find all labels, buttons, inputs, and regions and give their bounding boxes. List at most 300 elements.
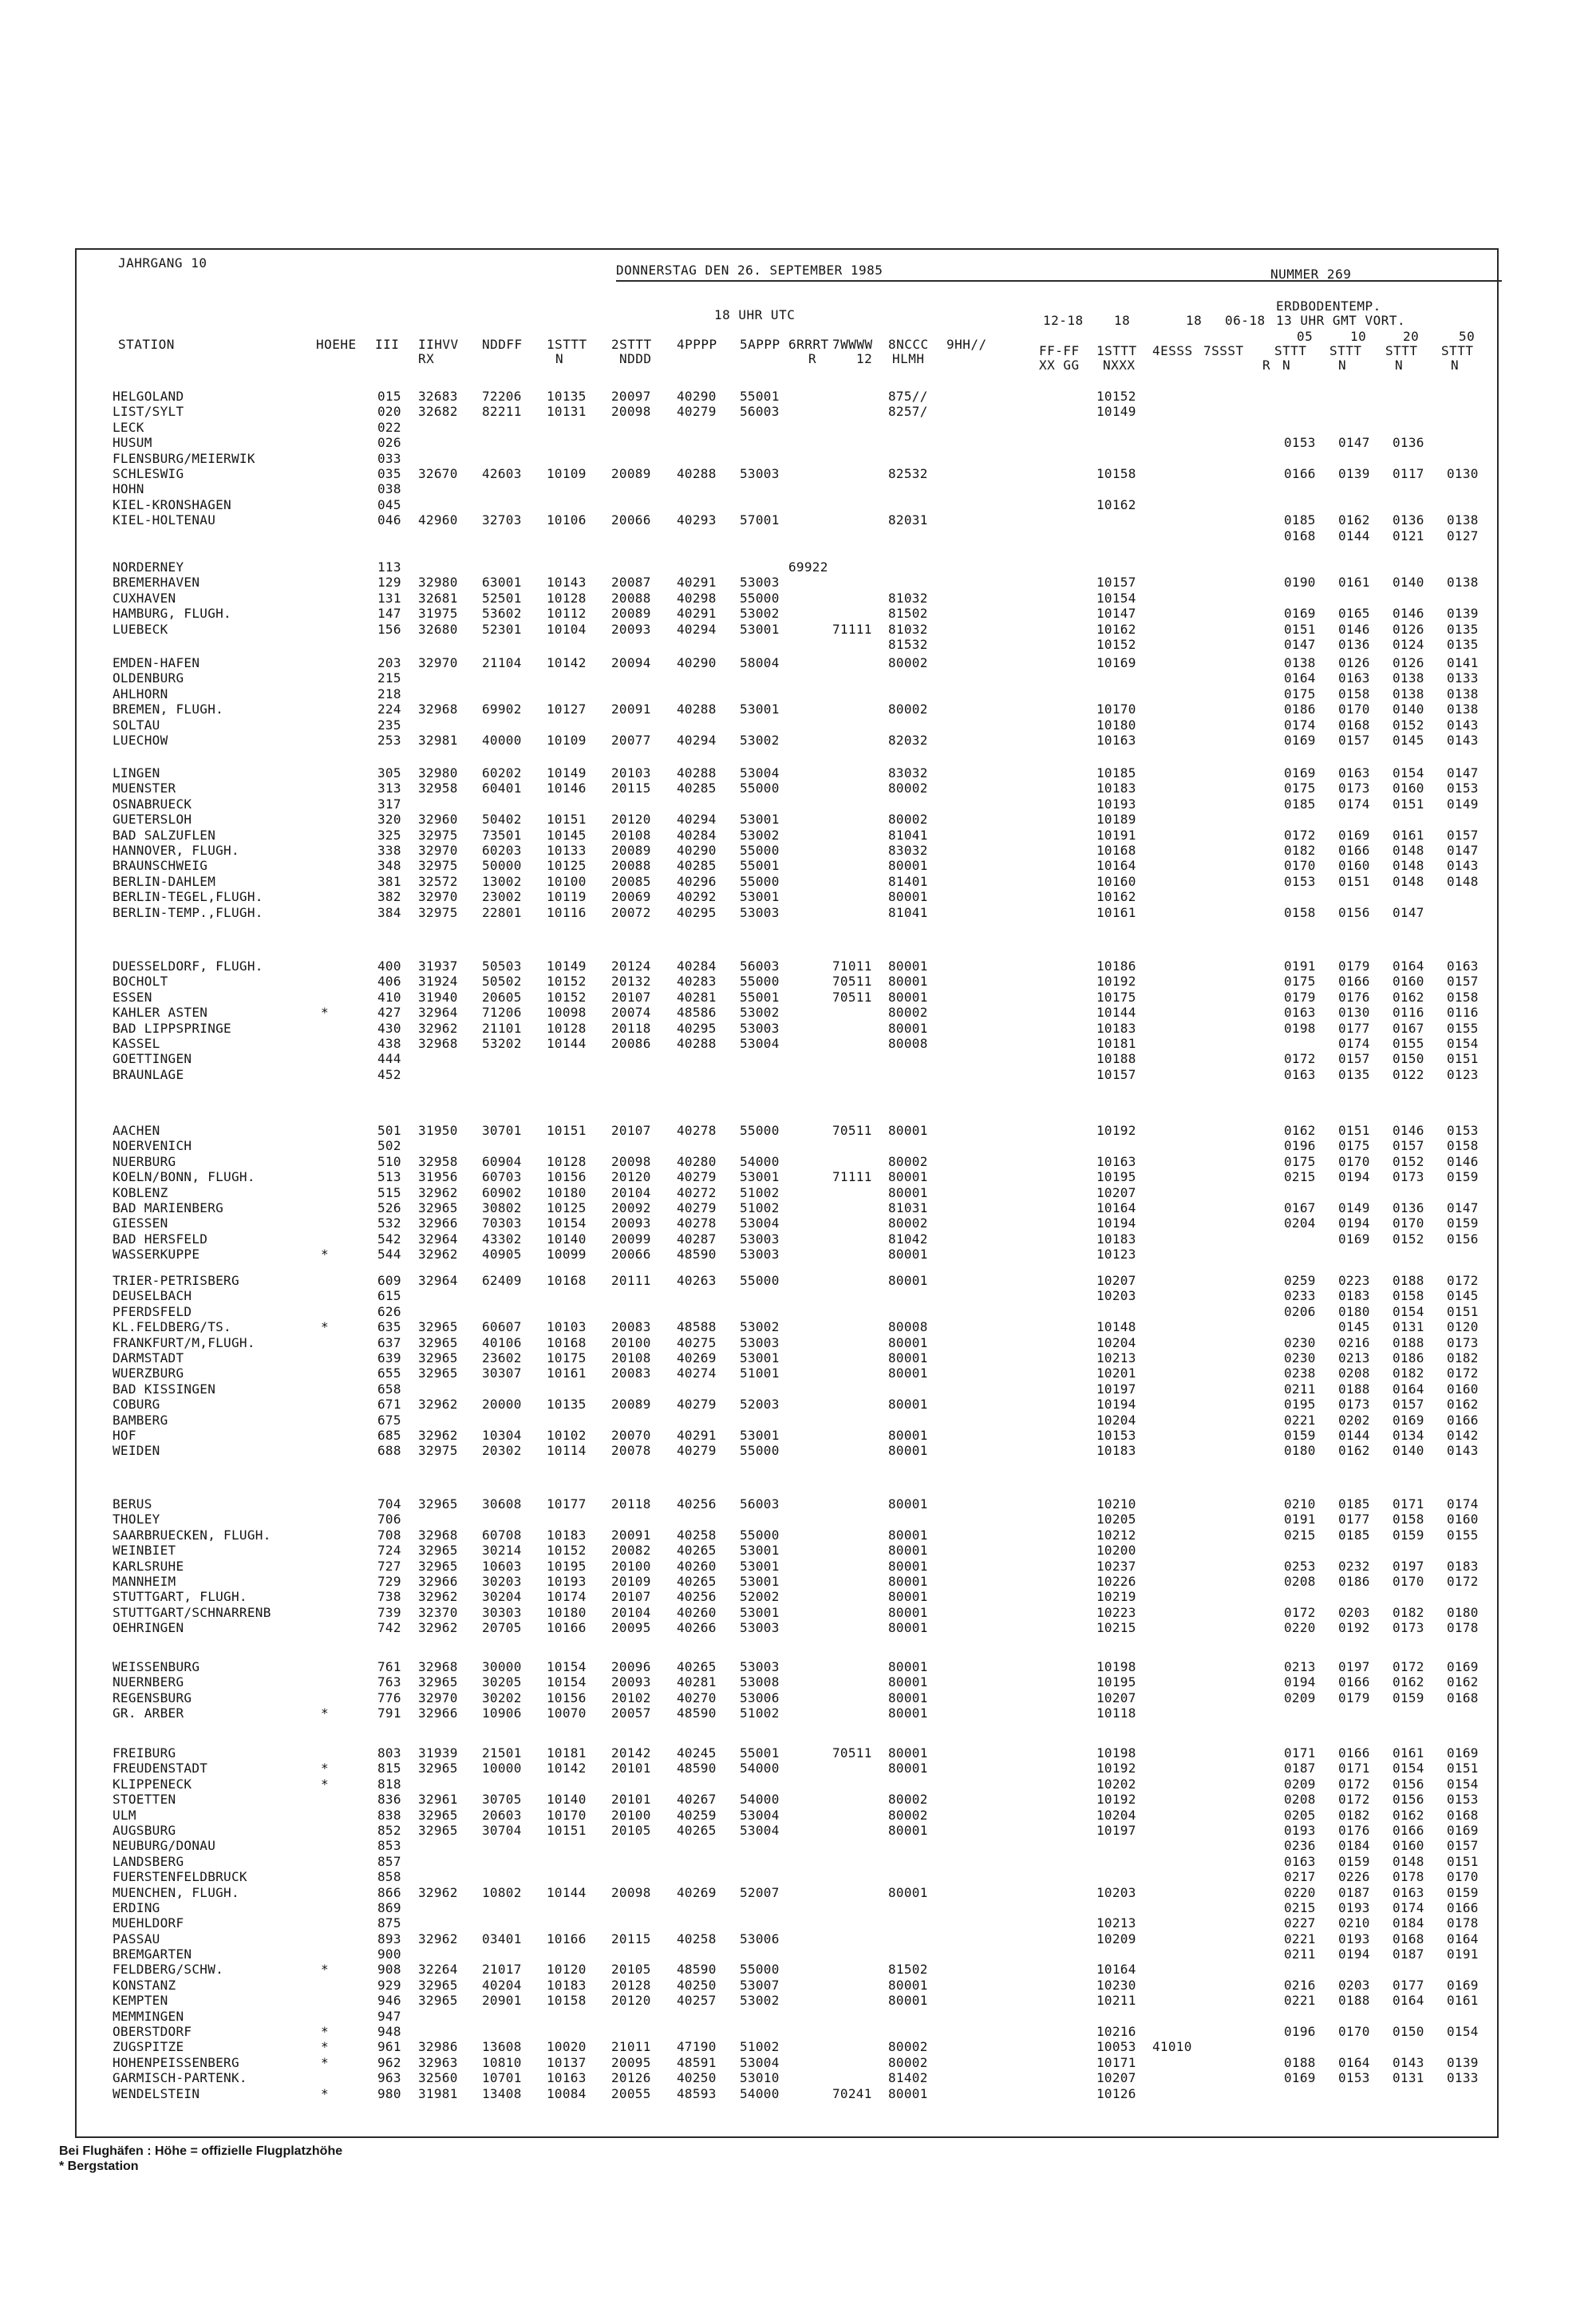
cell-s1: 10151 [547, 812, 587, 828]
cell-a5: 53001 [740, 1558, 780, 1574]
soil-temp-cell: 0143 [1447, 717, 1479, 733]
cell-nd: 72206 [482, 389, 522, 404]
cell-c1218: 10223 [1096, 1604, 1136, 1620]
cell-iih: 31924 [418, 974, 458, 990]
cell-iii: 513 [377, 1169, 401, 1185]
soil-temp-cell: 0175 [1284, 974, 1316, 990]
cell-p4: 40291 [677, 606, 717, 622]
cell-iii: 791 [377, 1705, 401, 1721]
soil-temp-cell: 0146 [1338, 621, 1370, 637]
soil-sttt-1: STTT [1274, 343, 1307, 358]
cell-a5: 56003 [740, 1496, 780, 1512]
soil-temp-cell: 0206 [1284, 1303, 1316, 1319]
cell-n8: 80001 [888, 1350, 928, 1365]
soil-temp-cell: 0221 [1284, 1412, 1316, 1428]
issue-number: NUMMER 269 [1270, 267, 1352, 282]
cell-p4: 48593 [677, 2085, 717, 2101]
cell-iii: 129 [377, 575, 401, 591]
cell-p4: 48588 [677, 1319, 717, 1335]
cell-iih: 32370 [418, 1604, 458, 1620]
cell-n8: 80001 [888, 1247, 928, 1263]
cell-n8: 82032 [888, 732, 928, 748]
cell-nd: 30701 [482, 1123, 522, 1138]
col-18b: 18 [1186, 313, 1203, 328]
cell-s1: 10152 [547, 989, 587, 1005]
soil-temp-cell: 0178 [1447, 1620, 1479, 1636]
cell-iii: 609 [377, 1273, 401, 1288]
cell-a5: 53001 [740, 1543, 780, 1559]
cell-p4: 40265 [677, 1543, 717, 1559]
cell-iii: 381 [377, 873, 401, 889]
cell-iii: 658 [377, 1381, 401, 1397]
cell-n8: 80001 [888, 1977, 928, 1993]
soil-temp-cell: 0164 [1284, 670, 1316, 686]
cell-iih: 32966 [418, 1215, 458, 1231]
cell-iih: 32960 [418, 812, 458, 828]
cell-iih: 32964 [418, 1273, 458, 1288]
cell-iih: 32962 [418, 1184, 458, 1200]
cell-n8: 80002 [888, 1005, 928, 1021]
cell-iii: 708 [377, 1527, 401, 1543]
soil-temp-cell: 0153 [1338, 2070, 1370, 2086]
cell-s1: 10158 [547, 1993, 587, 2009]
cell-n8: 83032 [888, 842, 928, 858]
soil-temp-cell: 0159 [1393, 1690, 1424, 1705]
cell-iih: 32980 [418, 765, 458, 781]
cell-n8: 80001 [888, 1496, 928, 1512]
cell-iii: 852 [377, 1822, 401, 1838]
cell-a5: 55000 [740, 590, 780, 606]
soil-temp-cell: 0143 [1447, 732, 1479, 748]
cell-iii: 218 [377, 686, 401, 701]
soil-temp-cell: 0158 [1284, 904, 1316, 920]
cell-a5: 51002 [740, 1199, 780, 1215]
soil-temp-cell: 0147 [1447, 765, 1479, 781]
soil-temp-cell: 0227 [1284, 1915, 1316, 1931]
cell-a5: 52007 [740, 1884, 780, 1900]
cell-s1: 10156 [547, 1169, 587, 1185]
station-name: KIEL-HOLTENAU [113, 512, 216, 528]
cell-s1: 10151 [547, 1822, 587, 1838]
cell-a5: 53002 [740, 827, 780, 843]
cell-iii: 963 [377, 2070, 401, 2086]
soil-temp-cell: 0213 [1338, 1350, 1370, 1365]
cell-nd: 20901 [482, 1993, 522, 2009]
soil-temp-cell: 0138 [1447, 512, 1479, 528]
cell-p4: 40272 [677, 1184, 717, 1200]
cell-s2: 20142 [611, 1745, 651, 1761]
cell-s2: 20092 [611, 1199, 651, 1215]
cell-nd: 30000 [482, 1659, 522, 1674]
rx-col-header: RX [418, 351, 435, 366]
soil-temp-cell: 0174 [1284, 717, 1316, 733]
cell-iii: 410 [377, 989, 401, 1005]
station-name: GARMISCH-PARTENK. [113, 2070, 247, 2086]
soil-temp-cell: 0154 [1447, 1035, 1479, 1051]
soil-temp-cell: 0177 [1338, 1512, 1370, 1527]
soil-temp-cell: 0145 [1447, 1288, 1479, 1304]
station-name: HAMBURG, FLUGH. [113, 606, 231, 622]
cell-iii: 033 [377, 450, 401, 466]
soil-temp-cell: 0191 [1447, 1946, 1479, 1962]
soil-temp-cell: 0191 [1284, 958, 1316, 974]
soil-temp-cell: 0174 [1393, 1899, 1424, 1915]
soil-temp-cell: 0184 [1393, 1915, 1424, 1931]
cell-s1: 10100 [547, 873, 587, 889]
cell-s2: 20120 [611, 812, 651, 828]
soil-temp-cell: 0143 [1393, 2054, 1424, 2070]
station-name: ZUGSPITZE [113, 2039, 184, 2055]
cell-nd: 30303 [482, 1604, 522, 1620]
cell-n8: 83032 [888, 765, 928, 781]
station-name: KOELN/BONN, FLUGH. [113, 1169, 255, 1185]
cell-iih: 32962 [418, 1931, 458, 1946]
cell-nd: 30203 [482, 1573, 522, 1589]
cell-c1218: 10213 [1096, 1915, 1136, 1931]
station-name: HOF [113, 1427, 136, 1443]
cell-p4: 40295 [677, 1020, 717, 1036]
station-name: THOLEY [113, 1512, 160, 1527]
cell-p4: 40267 [677, 1792, 717, 1808]
soil-temp-cell: 0183 [1338, 1288, 1370, 1304]
station-name: FRANKFURT/M,FLUGH. [113, 1334, 255, 1350]
mountain-station-mark: * [321, 1761, 329, 1776]
cell-iii: 235 [377, 717, 401, 733]
cell-iii: 502 [377, 1138, 401, 1154]
soil-temp-cell: 0144 [1338, 1427, 1370, 1443]
2sttt-col-header: 2STTT [611, 337, 652, 352]
soil-temp-cell: 0185 [1338, 1496, 1370, 1512]
cell-c1218: 10204 [1096, 1412, 1136, 1428]
cell-p4: 40281 [677, 989, 717, 1005]
cell-p4: 40279 [677, 1169, 717, 1185]
cell-iih: 32968 [418, 701, 458, 717]
cell-p4: 40291 [677, 575, 717, 591]
cell-c1218: 10207 [1096, 1273, 1136, 1288]
cell-s2: 20095 [611, 1620, 651, 1636]
cell-a5: 53001 [740, 621, 780, 637]
cell-c1218: 10164 [1096, 1962, 1136, 1978]
cell-s1: 10168 [547, 1273, 587, 1288]
cell-c1218: 10123 [1096, 1247, 1136, 1263]
station-name: FREUDENSTADT [113, 1761, 208, 1776]
cell-s2: 20103 [611, 765, 651, 781]
soil-temp-cell: 0185 [1284, 512, 1316, 528]
cell-nd: 82211 [482, 404, 522, 420]
soil-temp-cell: 0175 [1284, 686, 1316, 701]
mountain-station-mark: * [321, 1705, 329, 1721]
soil-temp-cell: 0179 [1338, 1690, 1370, 1705]
6rrrt-col-header: 6RRRT [788, 337, 829, 352]
1sttt-12-18-header: 1STTT [1096, 343, 1137, 358]
cell-c1218: 10148 [1096, 1319, 1136, 1335]
cell-s1: 10146 [547, 781, 587, 796]
cell-c1218: 10153 [1096, 1427, 1136, 1443]
cell-iii: 026 [377, 435, 401, 451]
cell-iih: 32966 [418, 1705, 458, 1721]
cell-a5: 53003 [740, 1247, 780, 1263]
soil-temp-cell: 0172 [1284, 1604, 1316, 1620]
soil-temp-cell: 0210 [1338, 1915, 1370, 1931]
cell-iih: 32961 [418, 1792, 458, 1808]
cell-iii: 430 [377, 1020, 401, 1036]
cell-iii: 869 [377, 1899, 401, 1915]
cell-c1218: 10169 [1096, 655, 1136, 670]
cell-s2: 20104 [611, 1184, 651, 1200]
cell-s2: 20105 [611, 1822, 651, 1838]
soil-temp-cell: 0155 [1447, 1020, 1479, 1036]
5appp-col-header: 5APPP [740, 337, 780, 352]
cell-s2: 20111 [611, 1273, 651, 1288]
station-name: MEMMINGEN [113, 2008, 184, 2024]
soil-temp-cell: 0160 [1393, 781, 1424, 796]
soil-temp-cell: 0117 [1393, 465, 1424, 481]
cell-iii: 803 [377, 1745, 401, 1761]
soil-temp-cell: 0120 [1447, 1319, 1479, 1335]
soil-temp-cell: 0123 [1447, 1066, 1479, 1082]
soil-temp-cell: 0205 [1284, 1807, 1316, 1823]
soil-temp-cell: 0196 [1284, 2024, 1316, 2040]
mountain-station-mark: * [321, 2039, 329, 2055]
utc-label: 18 UHR UTC [714, 307, 796, 322]
soil-temp-cell: 0168 [1393, 1931, 1424, 1946]
cell-p4: 40257 [677, 1993, 717, 2009]
cell-s2: 20097 [611, 389, 651, 404]
soil-temp-cell: 0166 [1284, 465, 1316, 481]
cell-s2: 20083 [611, 1319, 651, 1335]
soil-temp-cell: 0157 [1338, 732, 1370, 748]
soil-temp-cell: 0163 [1338, 765, 1370, 781]
soil-temp-cell: 0160 [1447, 1512, 1479, 1527]
cell-iii: 688 [377, 1443, 401, 1459]
cell-iii: 542 [377, 1231, 401, 1247]
cell-nd: 52301 [482, 621, 522, 637]
cell-n8: 81041 [888, 904, 928, 920]
cell-s2: 20101 [611, 1792, 651, 1808]
cell-p4: 40279 [677, 404, 717, 420]
cell-iii: 738 [377, 1589, 401, 1605]
cell-s2: 20098 [611, 1884, 651, 1900]
station-name: FREIBURG [113, 1745, 176, 1761]
footnotes [59, 2144, 342, 2174]
soil-temp-cell: 0166 [1338, 974, 1370, 990]
cell-iii: 020 [377, 404, 401, 420]
cell-iii: 015 [377, 389, 401, 404]
cell-iii: 742 [377, 1620, 401, 1636]
soil-temp-cell: 0162 [1393, 1807, 1424, 1823]
soil-temp-cell: 0126 [1393, 655, 1424, 670]
cell-iii: 305 [377, 765, 401, 781]
cell-n8: 80001 [888, 1443, 928, 1459]
cell-iii: 224 [377, 701, 401, 717]
cell-iih: 32965 [418, 1674, 458, 1690]
cell-a5: 53003 [740, 1231, 780, 1247]
soil-temp-cell: 0153 [1447, 1123, 1479, 1138]
footnote-mountain-station: * Bergstation [59, 2160, 139, 2173]
cell-iii: 615 [377, 1288, 401, 1304]
soil-temp-cell: 0172 [1447, 1273, 1479, 1288]
soil-temp-cell: 0192 [1338, 1620, 1370, 1636]
soil-temp-cell: 0157 [1447, 1838, 1479, 1854]
soil-temp-cell: 0164 [1338, 2054, 1370, 2070]
station-name: BERLIN-TEGEL,FLUGH. [113, 889, 263, 905]
cell-s1: 10177 [547, 1496, 587, 1512]
jahrgang-label: JAHRGANG 10 [118, 255, 207, 271]
soil-temp-cell: 0159 [1338, 1853, 1370, 1869]
cell-c1218: 10198 [1096, 1745, 1136, 1761]
soil-temp-cell: 0158 [1393, 1512, 1424, 1527]
cell-p4: 40258 [677, 1527, 717, 1543]
station-name: KIEL-KRONSHAGEN [113, 496, 231, 512]
soil-temp-cell: 0169 [1284, 732, 1316, 748]
soil-temp-cell: 0138 [1393, 670, 1424, 686]
station-name: OSNABRUECK [113, 796, 192, 812]
cell-nd: 40905 [482, 1247, 522, 1263]
cell-iii: 858 [377, 1869, 401, 1885]
station-name: SCHLESWIG [113, 465, 184, 481]
soil-temp-cell: 0169 [1284, 2070, 1316, 2086]
soil-temp-cell: 0197 [1338, 1659, 1370, 1674]
cell-w7: 70511 [832, 1745, 872, 1761]
cell-a5: 55001 [740, 1745, 780, 1761]
cell-n8: 80001 [888, 1589, 928, 1605]
cell-s2: 20108 [611, 827, 651, 843]
soil-temp-cell: 0213 [1284, 1659, 1316, 1674]
cell-w7: 71111 [832, 621, 872, 637]
cell-s2: 20126 [611, 2070, 651, 2086]
cell-iii: 815 [377, 1761, 401, 1776]
date-underline [616, 280, 1502, 282]
cell-iih: 32965 [418, 1350, 458, 1365]
station-name: KAHLER ASTEN [113, 1005, 208, 1021]
soil-temp-cell: 0163 [1284, 1853, 1316, 1869]
cell-s1: 10128 [547, 590, 587, 606]
cell-a5: 54000 [740, 1153, 780, 1169]
cell-nd: 40204 [482, 1977, 522, 1993]
cell-p4: 40290 [677, 655, 717, 670]
cell-p4: 40269 [677, 1884, 717, 1900]
cell-n8: 80002 [888, 701, 928, 717]
cell-iih: 32970 [418, 889, 458, 905]
soil-temp-cell: 0171 [1393, 1496, 1424, 1512]
cell-iii: 320 [377, 812, 401, 828]
cell-nd: 20000 [482, 1397, 522, 1413]
soil-temp-cell: 0172 [1447, 1365, 1479, 1381]
cell-nd: 60708 [482, 1527, 522, 1543]
station-name: ERDING [113, 1899, 160, 1915]
cell-iih: 32680 [418, 621, 458, 637]
cell-iii: 022 [377, 419, 401, 435]
cell-s2: 20087 [611, 575, 651, 591]
soil-temp-cell: 0253 [1284, 1558, 1316, 1574]
cell-n8: 8257/ [888, 404, 928, 420]
soil-temp-cell: 0193 [1284, 1822, 1316, 1838]
cell-c1218: 10158 [1096, 465, 1136, 481]
soil-temp-cell: 0180 [1284, 1443, 1316, 1459]
soil-temp-cell: 0155 [1393, 1035, 1424, 1051]
cell-p4: 40285 [677, 858, 717, 874]
cell-iii: 980 [377, 2085, 401, 2101]
soil-temp-cell: 0177 [1338, 1020, 1370, 1036]
cell-s2: 20072 [611, 904, 651, 920]
cell-s2: 20101 [611, 1761, 651, 1776]
cell-iih: 32962 [418, 1020, 458, 1036]
mountain-station-mark: * [321, 1005, 329, 1021]
soil-temp-cell: 0157 [1393, 1138, 1424, 1154]
soil-temp-cell: 0168 [1284, 528, 1316, 543]
cell-iih: 32958 [418, 1153, 458, 1169]
cell-w7: 70511 [832, 989, 872, 1005]
soil-temp-cell: 0194 [1284, 1674, 1316, 1690]
soil-temp-cell: 0152 [1393, 1153, 1424, 1169]
cell-c1218: 10163 [1096, 1153, 1136, 1169]
soil-temp-cell: 0163 [1284, 1066, 1316, 1082]
soil-temp-cell: 0178 [1393, 1869, 1424, 1885]
cell-p4: 40284 [677, 827, 717, 843]
cell-nd: 40000 [482, 732, 522, 748]
cell-s2: 20055 [611, 2085, 651, 2101]
cell-p4: 47190 [677, 2039, 717, 2055]
cell-nd: 73501 [482, 827, 522, 843]
cell-iii: 671 [377, 1397, 401, 1413]
cell-a5: 55000 [740, 873, 780, 889]
cell-iii: 639 [377, 1350, 401, 1365]
depth-05-header: 05 [1297, 329, 1314, 344]
cell-a5: 56003 [740, 404, 780, 420]
soil-temp-cell: 0169 [1284, 606, 1316, 622]
cell-iih: 32264 [418, 1962, 458, 1978]
soil-temp-cell: 0173 [1393, 1620, 1424, 1636]
cell-iih: 32975 [418, 904, 458, 920]
station-name: LANDSBERG [113, 1853, 184, 1869]
col-18a: 18 [1114, 313, 1131, 328]
cell-p4: 40250 [677, 2070, 717, 2086]
cell-n8: 81502 [888, 606, 928, 622]
cell-n8: 80001 [888, 1884, 928, 1900]
soil-temp-cell: 0139 [1447, 2054, 1479, 2070]
cell-p4: 40260 [677, 1558, 717, 1574]
soil-temp-cell: 0149 [1447, 796, 1479, 812]
cell-s1: 10149 [547, 765, 587, 781]
cell-a5: 53003 [740, 1659, 780, 1674]
station-name: MUENSTER [113, 781, 176, 796]
station-name: STUTTGART, FLUGH. [113, 1589, 247, 1605]
cell-c1218: 10209 [1096, 1931, 1136, 1946]
soil-temp-cell: 0169 [1447, 1659, 1479, 1674]
cell-s1: 10181 [547, 1745, 587, 1761]
soil-temp-cell: 0126 [1338, 655, 1370, 670]
cell-s2: 20105 [611, 1962, 651, 1978]
cell-c1218: 10207 [1096, 2070, 1136, 2086]
soil-temp-cell: 0188 [1338, 1381, 1370, 1397]
cell-a5: 53001 [740, 812, 780, 828]
cell-iih: 32965 [418, 1993, 458, 2009]
station-name: BERUS [113, 1496, 152, 1512]
cell-c1218: 10204 [1096, 1807, 1136, 1823]
cell-iii: 685 [377, 1427, 401, 1443]
cell-nd: 50503 [482, 958, 522, 974]
cell-p4: 40298 [677, 590, 717, 606]
soil-temp-cell: 0173 [1393, 1169, 1424, 1185]
cell-w7: 70241 [832, 2085, 872, 2101]
cell-s2: 20083 [611, 1365, 651, 1381]
cell-a5: 53001 [740, 1169, 780, 1185]
cell-n8: 81031 [888, 1199, 928, 1215]
cell-n8: 81032 [888, 590, 928, 606]
soil-temp-cell: 0169 [1338, 1231, 1370, 1247]
soil-temp-cell: 0116 [1447, 1005, 1479, 1021]
soil-temp-cell: 0194 [1338, 1946, 1370, 1962]
